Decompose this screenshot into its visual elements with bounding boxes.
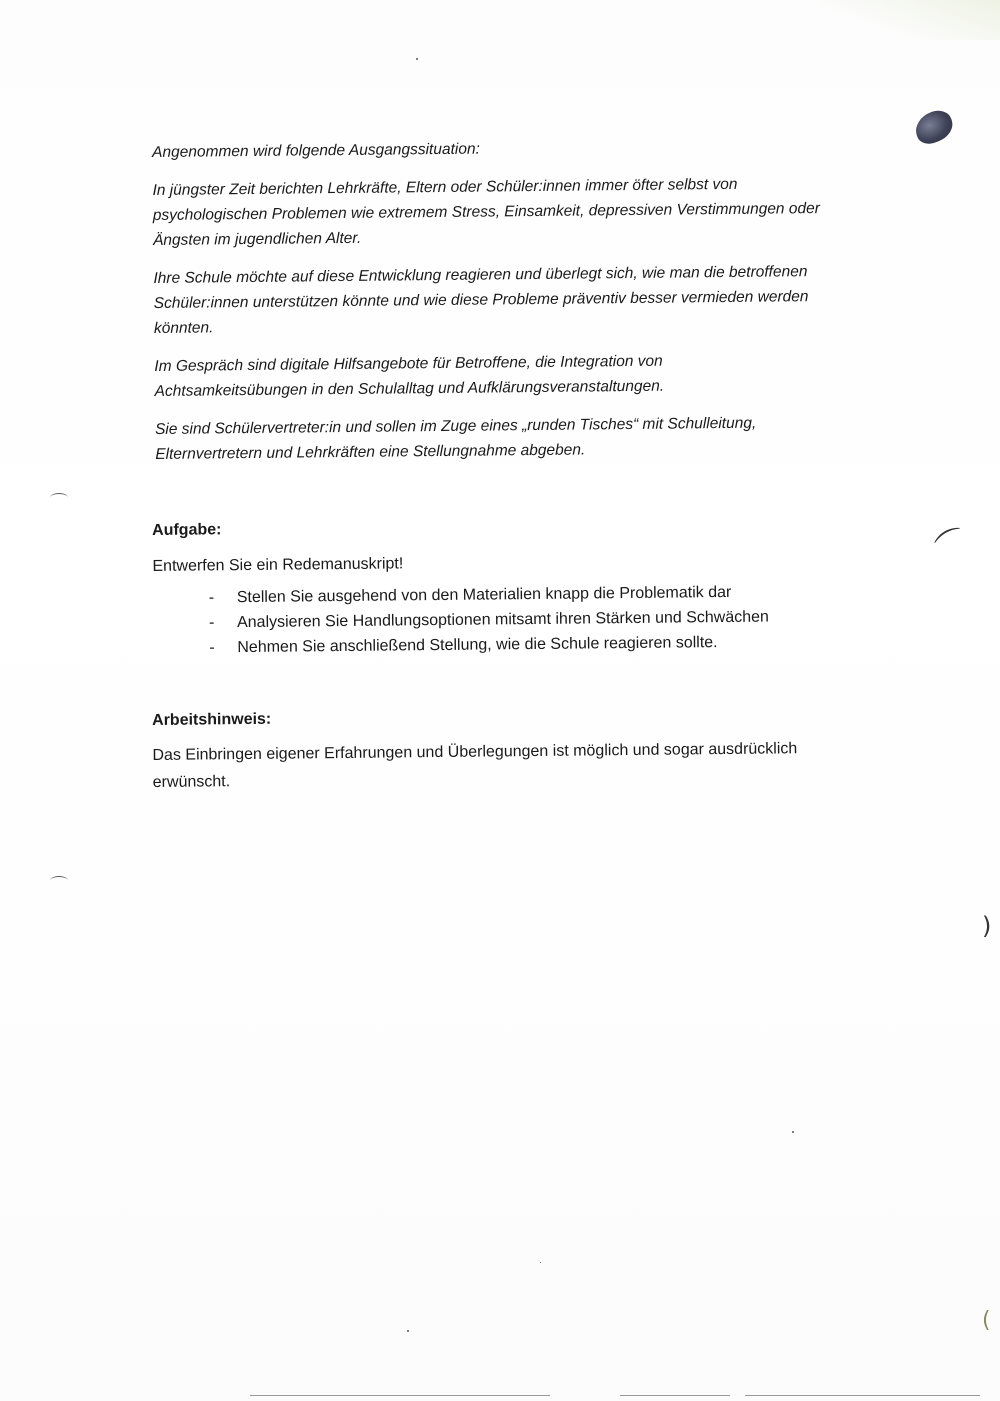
bullet-dash: - [208, 589, 215, 607]
note-section [152, 705, 853, 796]
speck [792, 1131, 794, 1133]
situation-paragraph: In jüngster Zeit berichten Lehrkräfte, Eltern oder Schüler:innen immer öfter selbst von psychologischen Problemen wie extremem Stress, Einsamkeit, depressiven Verstimmungen oder Ängsten im jugendlichen Alter. [152, 175, 820, 249]
bottom-edge-line [620, 1395, 730, 1396]
bottom-edge-line [745, 1395, 980, 1396]
task-list [153, 579, 854, 661]
situation-intro: Angenommen wird folgende Ausgangssituation: [152, 140, 480, 161]
task-section [152, 515, 853, 661]
task-instruction: Entwerfen Sie ein Redemanuskript! [152, 555, 404, 575]
situation-paragraph: Im Gespräch sind digitale Hilfsangebote für Betroffene, die Integration von Achtsamkeitsübungen in den Schulalltag und Aufklärungsveranstaltungen. [154, 352, 665, 400]
bottom-edge-line [250, 1395, 550, 1396]
speck [416, 58, 418, 60]
edge-mark-right-bottom: ( [982, 1308, 991, 1333]
bullet-dash: - [208, 614, 215, 632]
speck [540, 1262, 541, 1263]
ink-blot [911, 106, 957, 147]
situation-paragraph: Sie sind Schülervertreter:in und sollen im Zuge eines „runden Tisches“ mit Schulleitung, Elternvertretern und Lehrkräften eine Stellungnahme abgeben. [154, 414, 757, 463]
speck [407, 1330, 409, 1332]
note-heading: Arbeitshinweis: [152, 710, 272, 729]
edge-mark-right-middle: ) [982, 912, 992, 940]
task-heading: Aufgabe: [152, 521, 222, 539]
task-item-text: Nehmen Sie anschließend Stellung, wie die Schule reagieren sollte. [237, 634, 718, 657]
edge-mark-right-top: ⌒ [931, 522, 975, 568]
situation-section [152, 133, 856, 480]
task-item-text: Analysieren Sie Handlungsoptionen mitsamt ihren Stärken und Schwächen [236, 608, 769, 632]
situation-paragraph: Ihre Schule möchte auf diese Entwicklung reagieren und überlegt sich, wie man die betroffenen Schüler:innen unterstützen könnte und wie diese Probleme präventiv besser vermieden werden könnten. [153, 263, 809, 337]
punch-hole-mark-top [50, 493, 68, 502]
task-item-text: Stellen Sie ausgehend von den Materialien knapp die Problematik dar [236, 583, 732, 607]
note-text: Das Einbringen eigener Erfahrungen und Überlegungen ist möglich und sogar ausdrücklich erwünscht. [152, 740, 798, 791]
punch-hole-mark-bottom [50, 876, 68, 885]
paper-discoloration [820, 0, 1000, 40]
bullet-dash: - [209, 639, 215, 657]
